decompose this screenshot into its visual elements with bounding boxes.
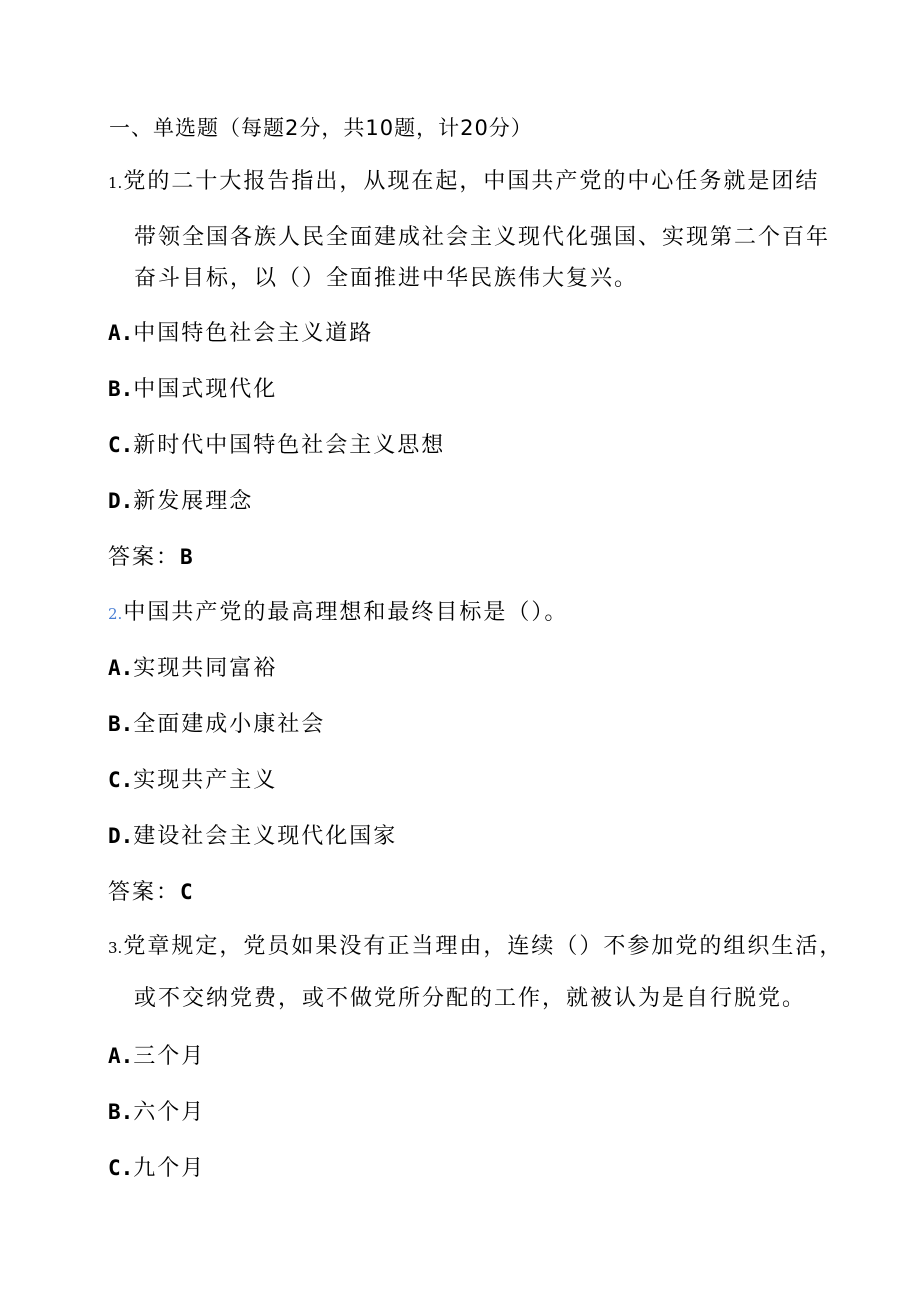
option-text: 实现共产主义 <box>133 768 278 793</box>
option-letter: A. <box>108 321 134 345</box>
question-2-text-line-1: 中国共产党的最高理想和最终目标是（）。 <box>123 600 569 625</box>
option-text: 六个月 <box>133 1100 206 1125</box>
question-2-option-b <box>108 709 325 740</box>
option-text: 中国特色社会主义道路 <box>133 321 374 346</box>
question-3-line-1 <box>108 932 843 963</box>
question-2-line-1 <box>108 598 568 629</box>
question-1-line-1 <box>108 167 819 198</box>
answer-label: 答案： <box>108 880 181 905</box>
option-letter: B. <box>108 1100 134 1124</box>
option-text: 全面建成小康社会 <box>133 712 326 737</box>
question-3-option-a <box>108 1041 205 1072</box>
option-text: 建设社会主义现代化国家 <box>133 824 398 849</box>
answer-label: 答案： <box>108 545 181 570</box>
option-text: 新时代中国特色社会主义思想 <box>133 433 446 458</box>
option-letter: D. <box>108 489 134 513</box>
question-3-option-b <box>108 1097 205 1128</box>
question-1-text-line-1: 党的二十大报告指出，从现在起，中国共产党的中心任务就是团结 <box>123 169 820 194</box>
option-text: 三个月 <box>133 1044 206 1069</box>
option-letter: B. <box>108 712 134 736</box>
question-3-number: 3. <box>108 939 123 957</box>
option-letter: A. <box>108 656 134 680</box>
question-2-answer <box>108 877 193 908</box>
option-text: 实现共同富裕 <box>133 656 278 681</box>
question-1-option-a <box>108 318 373 349</box>
question-1-text-line-2: 带领全国各族人民全面建成社会主义现代化强国、实现第二个百年 <box>134 225 831 250</box>
section-title: 一、单选题（每题2分，共10题，计20分） <box>109 116 533 140</box>
answer-value: B <box>180 545 193 569</box>
option-letter: D. <box>108 824 134 848</box>
option-letter: C. <box>108 1156 134 1180</box>
question-2-number: 2. <box>108 605 123 623</box>
option-text: 中国式现代化 <box>133 377 278 402</box>
question-1-option-c <box>108 430 445 461</box>
option-text: 九个月 <box>133 1156 206 1181</box>
answer-value: C <box>180 880 193 904</box>
question-1-option-b <box>108 374 277 405</box>
question-3-text-line-1: 党章规定，党员如果没有正当理由，连续（）不参加党的组织生活， <box>123 934 844 959</box>
question-2-option-a <box>108 653 277 684</box>
question-3-text-line-2: 或不交纳党费，或不做党所分配的工作，就被认为是自行脱党。 <box>134 986 807 1011</box>
option-text: 新发展理念 <box>133 489 254 514</box>
option-letter: B. <box>108 377 134 401</box>
question-1-answer <box>108 542 193 573</box>
option-letter: C. <box>108 433 134 457</box>
question-1-option-d <box>108 486 253 517</box>
question-2-option-d <box>108 821 397 852</box>
question-1-text-line-3: 奋斗目标，以（）全面推进中华民族伟大复兴。 <box>134 266 639 291</box>
option-letter: A. <box>108 1044 134 1068</box>
question-1-number: 1. <box>108 174 123 192</box>
question-3-option-c <box>108 1153 205 1184</box>
option-letter: C. <box>108 768 134 792</box>
question-2-option-c <box>108 765 277 796</box>
